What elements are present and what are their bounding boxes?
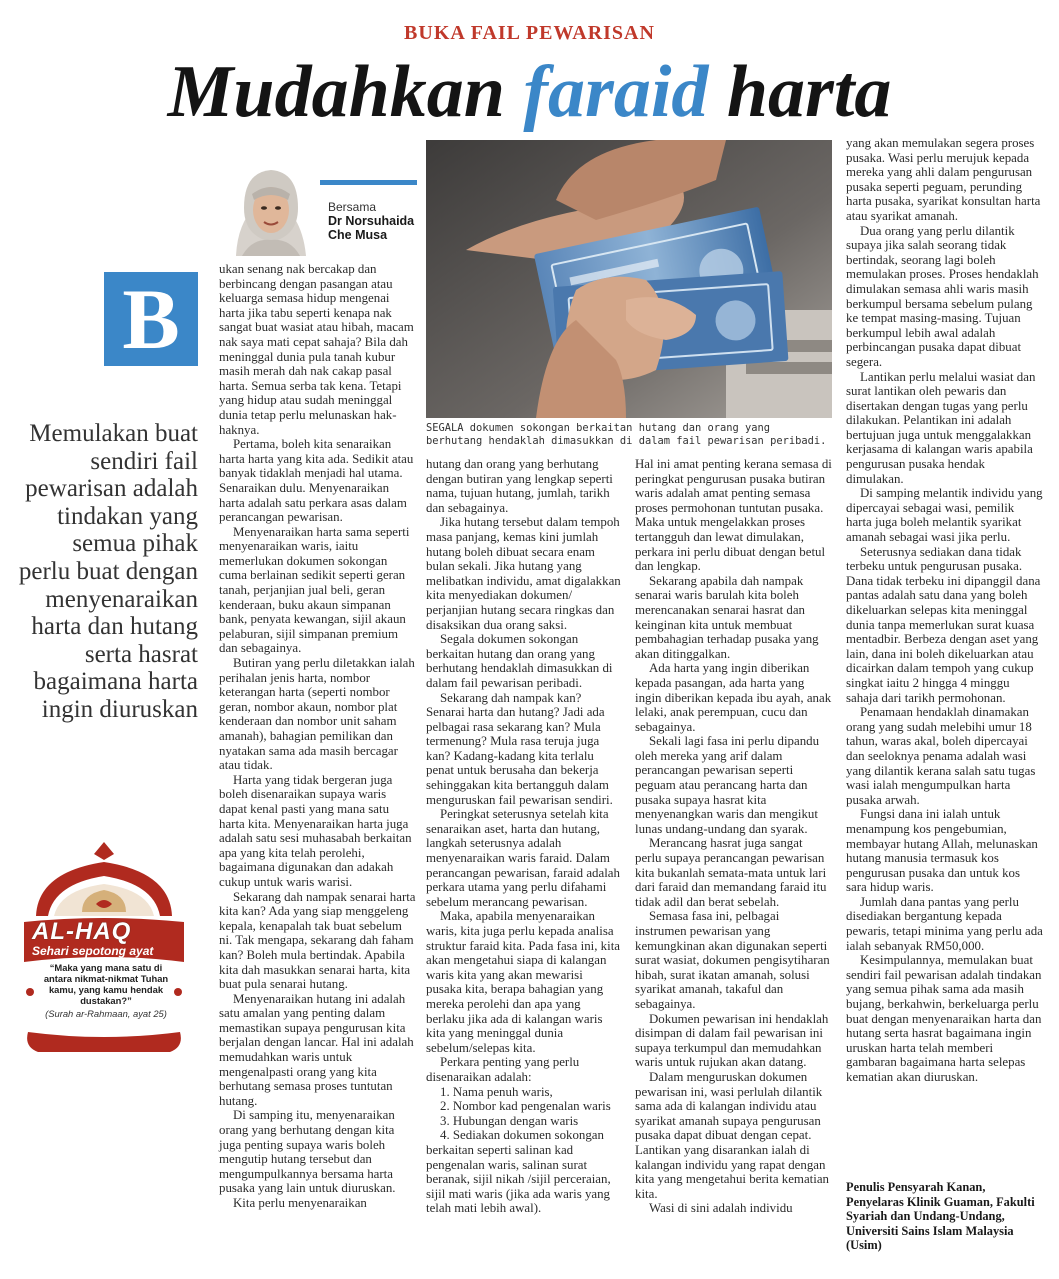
paragraph: Dua orang yang perlu dilantik supaya jika salah seorang tidak bertindak, seorang lagi boleh memulakan proses. Proses hendaklah dimulakan semasa ahli waris masih berkumpul bersama sebelum pulang ke tempat masing-masing. Tujuan berkumpul lebih awal adalah perbincangan pusaka dapat dibuat segera. — [846, 223, 1039, 369]
paragraph: Menyenaraikan hutang ini adalah satu amalan yang penting dalam memastikan supaya pengurusan kita berjalan dengan lancar. Hal ini adalah memudahkan waris untuk mengenalpasti orang yang kita berhutang semasa proses tuntutan hutang. — [219, 991, 414, 1108]
paragraph: Sekarang dah nampak kan? Senarai harta dan hutang? Jadi ada pelbagai rasa sekarang kan? Mula termenung? Mula rasa teruja juga kan? Kadang-kadang kita terlalu penat untuk berusaha dan bekerja sehinggakan kita bertangguh dalam menguruskan fail pewarisan sendiri. — [426, 690, 613, 807]
headline-part-2: harta — [708, 51, 892, 133]
paragraph: Lantikan perlu melalui wasiat dan surat lantikan oleh pewaris dan disertakan dengan tugas yang perlu dilakukan. Pelantikan ini adalah bertujuan juga untuk menggalakkan kerjasama di kalangan waris apabila pengurusan pusaka hendak dimulakan. — [846, 369, 1036, 486]
paragraph: Fungsi dana ini ialah untuk menampung kos pengebumian, membayar hutang Allah, melunaskan hutang manusia termasuk kos pengurusan pusaka dan untuk kos sara hidup waris. — [846, 807, 1038, 895]
paragraph: Dokumen pewarisan ini hendaklah disimpan di dalam fail pewarisan ini supaya terkumpul dan memudahkan waris untuk rujukan akan datang. — [635, 1011, 829, 1070]
byline-prefix: Bersama — [328, 200, 377, 214]
verse-source: (Surah ar-Rahmaan, ayat 25) — [45, 1008, 167, 1019]
paragraph: Pertama, boleh kita senaraikan harta harta yang kita ada. Sedikit atau banyak tidaklah menjadi hal utama. Senaraikan dulu. Menyenaraikan harta adalah satu perkara asas dalam perancangan pewarisan. — [219, 437, 414, 525]
paragraph: Butiran yang perlu diletakkan ialah perihalan jenis harta, nombor keterangan harta (seperti nombor geran, nombor akaun, nombor plat kenderaan dan nombor unit saham amanah), bahagian pemilikan dan nyatakan sama ada masih bercagar atau tidak. — [219, 656, 415, 773]
paragraph: Kesimpulannya, memulakan buat sendiri fail pewarisan adalah tindakan yang semua pihak sama ada masih bujang, berkahwin, berkeluarga perlu buat dengan menyenaraikan harta dan hutang serta hasrat bagaimana ingin uruskan harta telah memberi gambaran bagaimana harta selepas kematian akan diuruskan. — [846, 953, 1042, 1084]
author-signoff: Penulis Pensyarah Kanan, Penyelaras Klinik Guaman, Fakulti Syariah dan Undang-Undang, Universiti Sains Islam Malaysia (Usim) — [846, 1180, 1035, 1253]
money-handover-photo — [426, 140, 832, 418]
paragraph: Harta yang tidak bergeran juga boleh disenaraikan supaya waris dapat kenal pasti yang mana satu harta kita. Menyenaraikan harta juga adalah satu sesi muhasabah berkaitan apa yang kita telah perolehi, bagaimana digunakan dan adakah cukup untuk waris warisi. — [219, 772, 412, 889]
heir-details-list — [426, 1085, 621, 1216]
paragraph: Di samping itu, menyenaraikan orang yang berhutang dengan kita juga penting supaya waris boleh mengutip hutang tersebut dan mengumpulkannya bersama harta pusaka yang lain untuk diuruskan. — [219, 1108, 396, 1196]
list-item: 2. Nombor kad pengenalan waris — [440, 1099, 611, 1114]
paragraph: Perkara penting yang perlu disenaraikan adalah: — [426, 1055, 580, 1084]
paragraph: Jumlah dana pantas yang perlu disediakan bergantung kepada pewaris, tetapi minima yang perlu ada ialah sebanyak RM50,000. — [846, 894, 1043, 953]
author-portrait — [222, 158, 320, 256]
headline — [0, 50, 1059, 134]
paragraph: Segala dokumen sokongan berkaitan hutang dan orang yang berhutang hendaklah dimasukkan di dalam fail pewarisan peribadi. — [426, 632, 613, 690]
article-column-1 — [219, 262, 416, 1211]
section-kicker: BUKA FAIL PEWARISAN — [404, 22, 655, 44]
paragraph: Dalam menguruskan dokumen pewarisan ini, wasi perlulah dilantik sama ada di kalangan individu atau syarikat amanah supaya pengurusan pusaka dapat dibuat dengan cepat. Lantikan yang disarankan ialah di kalangan individu yang rapat dengan kita yang mengetahui berita kematian kita. — [635, 1069, 830, 1201]
author-name — [328, 214, 418, 242]
paragraph: Penamaan hendaklah dinamakan orang yang sudah melebihi umur 18 tahun, waras akal, boleh dipercayai dan seeloknya penama adalah wasi yang dilantik kerana salah satu tugas wasi ialah mengumpulkan harta pusaka arwah. — [846, 705, 1036, 807]
drop-cap: B — [104, 272, 198, 366]
paragraph: Wasi di sini adalah individu — [649, 1201, 793, 1216]
article-column-3 — [635, 457, 832, 1216]
paragraph: Seterusnya sediakan dana tidak terbeku untuk pengurusan pusaka. Dana tidak terbeku ini dipanggil dana pantas adalah satu dana yang boleh dikeluarkan selepas kita meninggal dunia tanpa memerlukan surat kuasa mentadbir. Berbeza dengan aset yang lain, dana ini boleh dikeluarkan atau dicairkan dalam tempoh yang cukup singkat iaitu 2 hingga 4 minggu sahaja dari tarikh permohonan. — [846, 544, 1041, 705]
paragraph: ukan senang nak bercakap dan berbincang dengan pasangan atau keluarga semasa hidup mengenai harta jika tabu seperti kenapa nak sangat buat wasiat atau hibah, macam nak saya mati cepat sahaja? Bila dah meninggal dunia pula tanah kubur masih merah dah nak cakap pasal harta. Semua serba tak kena. Tetapi yang hidup atau sudah meninggal dunia tetap perlu melunaskan hak-haknya. — [219, 262, 414, 437]
paragraph: Semasa fasa ini, pelbagai instrumen pewarisan yang kemungkinan akan digunakan seperti surat wasiat, dokumen pengisytiharan hibah, surat ikatan amanah, solusi syarikat amanah, takaful dan sebagainya. — [635, 909, 830, 1011]
author-name-line-2: Che Musa — [328, 228, 388, 242]
list-item: 3. Hubungan dengan waris — [440, 1113, 579, 1128]
paragraph: Kita perlu menyenaraikan — [233, 1196, 367, 1210]
verse-quote: “Maka yang mana satu di antara nikmat-nikmat Tuhan kamu, yang kamu hendak dustakan?” — [43, 962, 169, 1006]
sidebar-title: AL-HAQ — [32, 918, 132, 945]
paragraph: Menyenaraikan harta sama seperti menyenaraikan waris, iaitu memerlukan dokumen sokongan cuma berlainan sedikit seperti geran tanah, perjanjian jual beli, geran kenderaan, buku akaun simpanan bank, penyata kewangan, sijil akaun pelaburan, sijil simpanan premium dan sebagainya. — [219, 524, 410, 656]
headline-part-1: Mudahkan — [167, 51, 524, 133]
paragraph: Sekali lagi fasa ini perlu dipandu oleh mereka yang arif dalam perancangan pewarisan seperti peguam atau perancang harta dan pusaka supaya hasrat kita menyenangkan waris dan mengikut lunas undang-undang dan syarak. — [635, 734, 820, 836]
paragraph: Ada harta yang ingin diberikan kepada pasangan, ada harta yang ingin diberikan kepada ibu ayah, anak lelaki, anak perempuan, cucu dan sebagainya. — [635, 661, 832, 734]
paragraph: Merancang hasrat juga sangat perlu supaya perancangan pewarisan kita bukanlah semata-mata untuk lari dari faraid dan memandang faraid itu tidak adil dan berat sebelah. — [635, 836, 827, 909]
paragraph: Jika hutang tersebut dalam tempoh masa panjang, kemas kini jumlah hutang boleh dibuat secara enam bulan sekali. Jika hutang yang melibatkan individu, amat digalakkan kita menyediakan dokumen/ perjanjian hutang secara ringkas dan disaksikan dua orang saksi. — [426, 515, 621, 632]
sidebar-subtitle: Sehari sepotong ayat — [32, 944, 154, 958]
list-item: 1. Nama penuh waris, — [440, 1084, 553, 1099]
paragraph: Di samping melantik individu yang dipercayai sebagai wasi, pemilik harta juga boleh melantik syarikat amanah sebagai wasi jika perlu. — [846, 486, 1043, 545]
paragraph: hutang dan orang yang berhutang dengan butiran yang lengkap seperti nama, tujuan hutang, jumlah, tarikh dan sebagainya. — [426, 457, 613, 515]
paragraph: yang akan memulakan segera proses pusaka. Wasi perlu merujuk kepada mereka yang ahli dalam pengurusan pusaka seperti peguam, perunding harta pusaka, syarikat konsultan harta atau syarikat amanah. — [846, 136, 1041, 223]
author-name-line-1: Dr Norsuhaida — [328, 214, 415, 228]
paragraph: Maka, apabila menyenaraikan waris, kita juga perlu kepada analisa struktur faraid kita. Pada fasa ini, kita akan mengetahui siapa di kalangan waris kita yang akan mewarisi pusaka kita, berapa bahagian yang mereka perolehi dan apa yang berlaku jika ada di kalangan waris kita yang meninggal dunia sebelum/selepas kita. — [426, 909, 621, 1055]
article-column-2 — [426, 457, 621, 1216]
paragraph: Hal ini amat penting kerana semasa di peringkat pengurusan pusaka butiran waris adalah amat penting semasa proses permohonan tuntutan pusaka. Maka untuk mengelakkan proses tertangguh dan lewat dimulakan, perkara ini perlu dibuat dengan betul dan lengkap. — [635, 457, 832, 574]
paragraph: Peringkat seterusnya setelah kita senaraikan aset, harta dan hutang, langkah seterusnya adalah menyenaraikan waris faraid. Dalam perancangan pewarisan, faraid adalah perkara utama yang perlu difahami sebelum merancang pewarisan. — [426, 807, 620, 909]
paragraph: Sekarang dah nampak senarai harta kita kan? Ada yang siap menggeleng kepala, kenapalah tak buat sebelum ni. Tak mengapa, sekarang dah faham kan? Boleh mula bertindak. Apabila kita dah masukkan senarai harta, kita buat pula senarai hutang. — [219, 889, 416, 992]
paragraph: Sekarang apabila dah nampak senarai waris barulah kita boleh merencanakan senarai hasrat dan keinginan kita untuk membuat pembahagian terhadap pusaka yang akan ditinggalkan. — [635, 573, 819, 661]
article-column-4 — [846, 136, 1043, 1085]
headline-highlight: faraid — [523, 51, 709, 133]
list-item: 4. Sediakan dokumen sokongan berkaitan seperti salinan kad pengenalan waris, salinan surat beranak, sijil nikah /sijil perceraian, sijil mati waris (jika ada waris yang telah mati lebih awal). — [426, 1128, 611, 1216]
photo-caption: SEGALA dokumen sokongan berkaitan hutang dan orang yang berhutang hendaklah dimasukkan di dalam fail pewarisan peribadi. — [426, 422, 827, 447]
pull-quote: Memulakan buat sendiri fail pewarisan adalah tindakan yang semua pihak perlu buat dengan menyenaraikan harta dan hutang serta hasrat bagaimana harta ingin diuruskan — [18, 420, 198, 723]
